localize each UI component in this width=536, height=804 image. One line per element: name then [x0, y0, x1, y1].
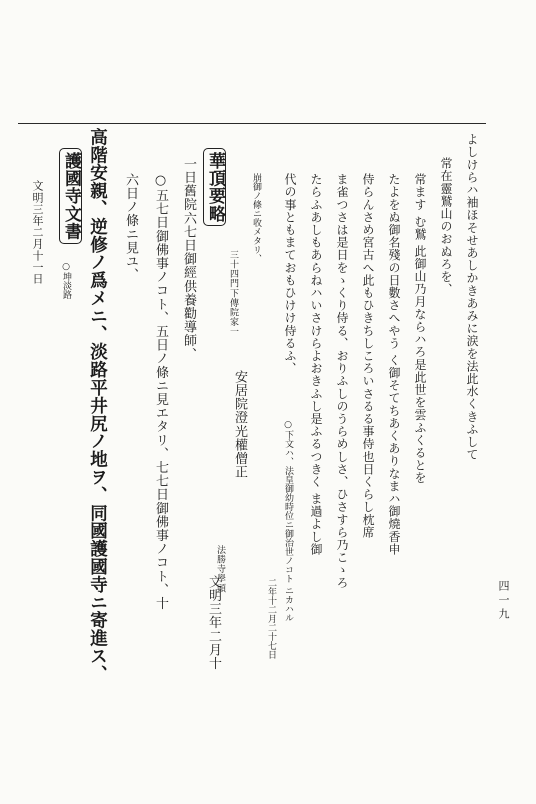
collected-note: 崩御ノ條ニ收メタリ、	[251, 173, 261, 263]
document-heading-text: 護國寺文書	[59, 148, 82, 244]
main-entry: 高階安親、逆修ノ爲メニ、淡路平井尻ノ地ヲ、同國護國寺ニ寄進ス、	[87, 128, 108, 683]
kana-line-1: よしけらハ袖ほそせあしかきあみに涙を法此水くきふして	[465, 133, 479, 461]
source-note: 三十四門下傳院家一	[228, 250, 238, 337]
kana-line-7: たらふあしもあらねハいさけらよおきふし是ふるつきく ま過よし御	[309, 173, 323, 556]
entry-text: 一日舊院六七日御經供養勸導師、	[181, 157, 196, 361]
kana-line-2: 常在靈鷲山のおぬろを、	[439, 157, 453, 296]
kana-line-6: ま雀つさは是日をゝくり侍る、おりふしのうらめしさ、ひさすら乃こゝろ	[335, 173, 349, 589]
document-note: ○坤淡路	[61, 262, 71, 299]
kana-line-4: たよをぬ御名殘の日數さへやう く御そてちあくありなまハ御燒香申	[387, 173, 401, 556]
entry-date: 文明三年二月十	[206, 575, 221, 671]
kana-line-8: 代の事ともまておもひけけ侍るふ、	[283, 173, 297, 375]
source-heading	[203, 148, 226, 238]
priest-note: 法勝寺學頭	[215, 545, 225, 593]
page-number: 四一九	[497, 580, 510, 622]
kana-line-8-note: ○下文ハ、法皇御幼時位ニ御治世ノコト ニカハル	[283, 420, 293, 622]
source-heading-text: 華頂要略	[203, 148, 226, 226]
kana-line-5: 侍らんさめ宮古へ此もひきちしころいさるる事侍也日くらし枕席	[361, 173, 375, 539]
priest-title: 安居院澄光權僧正	[232, 370, 247, 479]
memorial-note-1: ○五七日御佛事ノコト、五日ノ條ニ見エタリ、七七日御佛事ノコト、十	[153, 173, 168, 611]
kana-line-3: 常ます む鷲 此御山乃月ならハろ是此世を雲ふくるとを	[413, 173, 427, 485]
kana-line-8-date: 二年十二月二十七日	[266, 578, 276, 659]
document-heading	[59, 148, 82, 258]
header-rule	[18, 123, 486, 124]
document-date: 文明三年二月十一日	[31, 180, 44, 285]
memorial-note-2: 六日ノ條ニ見ユ、	[123, 173, 138, 282]
